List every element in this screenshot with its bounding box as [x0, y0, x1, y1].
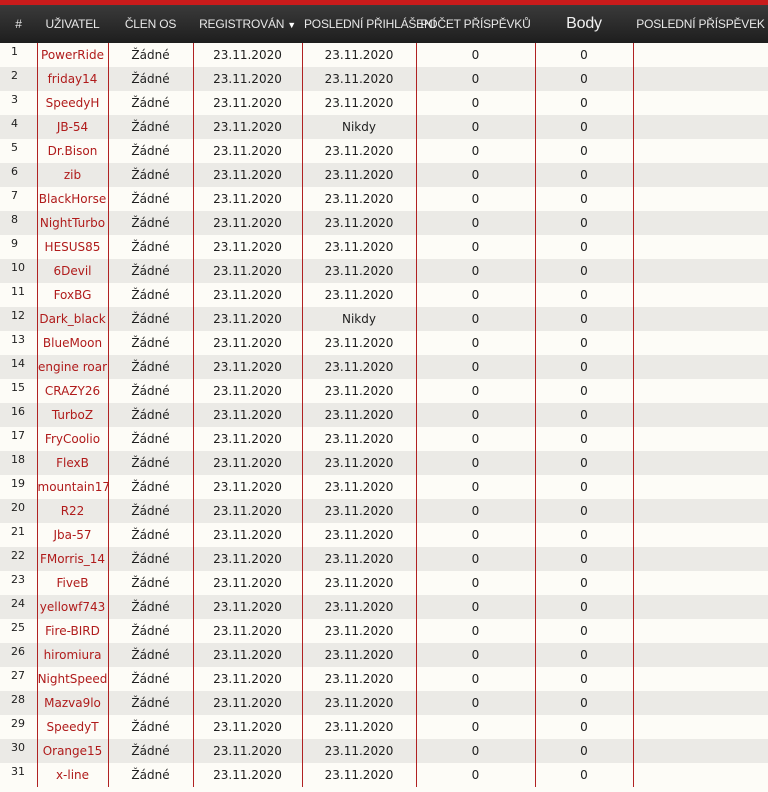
- post-count: 0: [416, 667, 535, 691]
- last-post: [633, 667, 768, 691]
- member-group: Žádné: [108, 379, 193, 403]
- points-value: 0: [535, 43, 633, 67]
- points-value: 0: [535, 67, 633, 91]
- last-login-date: 23.11.2020: [302, 715, 416, 739]
- post-count: 0: [416, 163, 535, 187]
- points-value: 0: [535, 403, 633, 427]
- points-value: 0: [535, 691, 633, 715]
- last-post: [633, 355, 768, 379]
- col-header-last-post[interactable]: POSLEDNÍ PŘÍSPĚVEK: [636, 17, 765, 31]
- row-number: 21: [11, 525, 25, 538]
- table-row: [0, 115, 768, 139]
- last-login-date: 23.11.2020: [302, 235, 416, 259]
- post-count: 0: [416, 643, 535, 667]
- last-post: [633, 571, 768, 595]
- last-login-date: 23.11.2020: [302, 139, 416, 163]
- post-count: 0: [416, 427, 535, 451]
- username-link[interactable]: Dark_black: [37, 307, 108, 331]
- post-count: 0: [416, 451, 535, 475]
- registered-date: 23.11.2020: [193, 187, 302, 211]
- member-group: Žádné: [108, 91, 193, 115]
- registered-date: 23.11.2020: [193, 667, 302, 691]
- row-number: 18: [11, 453, 25, 466]
- last-login-date: 23.11.2020: [302, 475, 416, 499]
- last-post: [633, 547, 768, 571]
- username-link[interactable]: FryCoolio: [37, 427, 108, 451]
- row-number: 10: [11, 261, 25, 274]
- table-row: [0, 163, 768, 187]
- row-number: 9: [11, 237, 18, 250]
- table-row: [0, 331, 768, 355]
- points-value: 0: [535, 211, 633, 235]
- points-value: 0: [535, 763, 633, 787]
- registered-date: 23.11.2020: [193, 715, 302, 739]
- username-link[interactable]: zib: [37, 163, 108, 187]
- registered-date: 23.11.2020: [193, 91, 302, 115]
- last-login-date: 23.11.2020: [302, 739, 416, 763]
- username-link[interactable]: Dr.Bison: [37, 139, 108, 163]
- row-number: 24: [11, 597, 25, 610]
- last-login-date: 23.11.2020: [302, 259, 416, 283]
- username-link[interactable]: FoxBG: [37, 283, 108, 307]
- row-number: 6: [11, 165, 18, 178]
- username-link[interactable]: CRAZY26: [37, 379, 108, 403]
- points-value: 0: [535, 283, 633, 307]
- last-post: [633, 643, 768, 667]
- registered-date: 23.11.2020: [193, 283, 302, 307]
- post-count: 0: [416, 43, 535, 67]
- last-login-date: 23.11.2020: [302, 283, 416, 307]
- last-login-date: 23.11.2020: [302, 427, 416, 451]
- last-post: [633, 187, 768, 211]
- last-post: [633, 595, 768, 619]
- post-count: 0: [416, 307, 535, 331]
- col-header-points[interactable]: Body: [566, 15, 602, 32]
- points-value: 0: [535, 91, 633, 115]
- post-count: 0: [416, 379, 535, 403]
- post-count: 0: [416, 403, 535, 427]
- row-number: 14: [11, 357, 25, 370]
- table-row: [0, 379, 768, 403]
- username-link[interactable]: NightTurbo: [37, 211, 108, 235]
- table-body: [0, 43, 768, 787]
- last-post: [633, 379, 768, 403]
- col-header-posts[interactable]: POČET PŘÍSPĚVKŮ: [420, 17, 531, 31]
- header-row: [0, 5, 768, 43]
- table-header: [0, 5, 768, 43]
- last-login-date: 23.11.2020: [302, 667, 416, 691]
- row-number: 13: [11, 333, 25, 346]
- registered-date: 23.11.2020: [193, 763, 302, 787]
- table-row: [0, 571, 768, 595]
- points-value: 0: [535, 187, 633, 211]
- table-row: [0, 763, 768, 787]
- row-number: 3: [11, 93, 18, 106]
- username-link[interactable]: x-line: [37, 763, 108, 787]
- last-post: [633, 91, 768, 115]
- registered-date: 23.11.2020: [193, 67, 302, 91]
- members-table: [0, 5, 768, 787]
- member-group: Žádné: [108, 547, 193, 571]
- member-group: Žádné: [108, 499, 193, 523]
- row-number: 29: [11, 717, 25, 730]
- username-link[interactable]: Jba-57: [37, 523, 108, 547]
- post-count: 0: [416, 547, 535, 571]
- username-link[interactable]: JB-54: [37, 115, 108, 139]
- registered-date: 23.11.2020: [193, 139, 302, 163]
- table-row: [0, 667, 768, 691]
- member-group: Žádné: [108, 331, 193, 355]
- member-group: Žádné: [108, 475, 193, 499]
- last-login-date: 23.11.2020: [302, 187, 416, 211]
- row-number: 30: [11, 741, 25, 754]
- last-post: [633, 163, 768, 187]
- post-count: 0: [416, 331, 535, 355]
- last-post: [633, 427, 768, 451]
- last-post: [633, 139, 768, 163]
- member-group: Žádné: [108, 235, 193, 259]
- registered-date: 23.11.2020: [193, 475, 302, 499]
- post-count: 0: [416, 763, 535, 787]
- points-value: 0: [535, 307, 633, 331]
- member-group: Žádné: [108, 43, 193, 67]
- username-link[interactable]: engine roar: [37, 355, 108, 379]
- last-login-date: 23.11.2020: [302, 403, 416, 427]
- post-count: 0: [416, 715, 535, 739]
- points-value: 0: [535, 115, 633, 139]
- col-header-user[interactable]: UŽIVATEL: [45, 17, 100, 31]
- row-number: 15: [11, 381, 25, 394]
- registered-date: 23.11.2020: [193, 403, 302, 427]
- last-login-date: 23.11.2020: [302, 763, 416, 787]
- last-post: [633, 499, 768, 523]
- table-row: [0, 259, 768, 283]
- points-value: 0: [535, 139, 633, 163]
- col-header-registered[interactable]: [193, 5, 302, 43]
- last-post: [633, 403, 768, 427]
- table-row: [0, 355, 768, 379]
- table-row: [0, 427, 768, 451]
- registered-date: 23.11.2020: [193, 643, 302, 667]
- member-group: Žádné: [108, 283, 193, 307]
- post-count: 0: [416, 571, 535, 595]
- row-number: 8: [11, 213, 18, 226]
- registered-date: 23.11.2020: [193, 571, 302, 595]
- col-header-number[interactable]: #: [15, 17, 22, 31]
- row-number: 22: [11, 549, 25, 562]
- points-value: 0: [535, 499, 633, 523]
- post-count: 0: [416, 355, 535, 379]
- last-login-date: 23.11.2020: [302, 379, 416, 403]
- points-value: 0: [535, 571, 633, 595]
- table-row: [0, 499, 768, 523]
- last-login-date: 23.11.2020: [302, 163, 416, 187]
- points-value: 0: [535, 523, 633, 547]
- registered-date: 23.11.2020: [193, 355, 302, 379]
- registered-date: 23.11.2020: [193, 427, 302, 451]
- row-number: 31: [11, 765, 25, 778]
- last-post: [633, 259, 768, 283]
- member-group: Žádné: [108, 355, 193, 379]
- username-link[interactable]: yellowf743: [37, 595, 108, 619]
- member-group: Žádné: [108, 139, 193, 163]
- last-post: [633, 523, 768, 547]
- points-value: 0: [535, 379, 633, 403]
- row-number: 28: [11, 693, 25, 706]
- row-number: 20: [11, 501, 25, 514]
- member-group: Žádné: [108, 307, 193, 331]
- member-group: Žádné: [108, 739, 193, 763]
- username-link[interactable]: SpeedyT: [37, 715, 108, 739]
- points-value: 0: [535, 667, 633, 691]
- last-login-date: 23.11.2020: [302, 451, 416, 475]
- username-link[interactable]: hiromiura: [37, 643, 108, 667]
- post-count: 0: [416, 691, 535, 715]
- points-value: 0: [535, 739, 633, 763]
- table-row: [0, 691, 768, 715]
- last-post: [633, 619, 768, 643]
- registered-date: 23.11.2020: [193, 691, 302, 715]
- table-row: [0, 283, 768, 307]
- post-count: 0: [416, 211, 535, 235]
- last-post: [633, 691, 768, 715]
- post-count: 0: [416, 187, 535, 211]
- last-post: [633, 331, 768, 355]
- post-count: 0: [416, 259, 535, 283]
- username-link[interactable]: Mazva9lo: [37, 691, 108, 715]
- post-count: 0: [416, 619, 535, 643]
- last-post: [633, 475, 768, 499]
- table-row: [0, 739, 768, 763]
- member-group: Žádné: [108, 403, 193, 427]
- member-group: Žádné: [108, 211, 193, 235]
- username-link[interactable]: friday14: [37, 67, 108, 91]
- table-row: [0, 715, 768, 739]
- table-row: [0, 211, 768, 235]
- points-value: 0: [535, 259, 633, 283]
- registered-date: 23.11.2020: [193, 211, 302, 235]
- registered-date: 23.11.2020: [193, 547, 302, 571]
- post-count: 0: [416, 595, 535, 619]
- last-login-date: 23.11.2020: [302, 91, 416, 115]
- last-login-date: 23.11.2020: [302, 211, 416, 235]
- last-login-date: 23.11.2020: [302, 523, 416, 547]
- row-number: 11: [11, 285, 25, 298]
- username-link[interactable]: Orange15: [37, 739, 108, 763]
- registered-date: 23.11.2020: [193, 163, 302, 187]
- table-row: [0, 235, 768, 259]
- member-group: Žádné: [108, 163, 193, 187]
- points-value: 0: [535, 451, 633, 475]
- row-number: 17: [11, 429, 25, 442]
- sort-desc-icon: ▼: [287, 20, 296, 30]
- member-group: Žádné: [108, 691, 193, 715]
- post-count: 0: [416, 499, 535, 523]
- last-post: [633, 739, 768, 763]
- last-post: [633, 307, 768, 331]
- username-link[interactable]: NightSpeed: [37, 667, 108, 691]
- member-group: Žádné: [108, 619, 193, 643]
- points-value: 0: [535, 547, 633, 571]
- last-post: [633, 235, 768, 259]
- post-count: 0: [416, 139, 535, 163]
- points-value: 0: [535, 475, 633, 499]
- table-row: [0, 91, 768, 115]
- username-link[interactable]: FiveB: [37, 571, 108, 595]
- username-link[interactable]: TurboZ: [37, 403, 108, 427]
- row-number: 7: [11, 189, 18, 202]
- row-number: 2: [11, 69, 18, 82]
- points-value: 0: [535, 235, 633, 259]
- member-group: Žádné: [108, 763, 193, 787]
- last-login-date: Nikdy: [302, 115, 416, 139]
- member-group: Žádné: [108, 427, 193, 451]
- member-group: Žádné: [108, 115, 193, 139]
- row-number: 1: [11, 45, 18, 58]
- col-header-registered-label: REGISTROVÁN: [199, 17, 285, 31]
- last-login-date: 23.11.2020: [302, 499, 416, 523]
- last-post: [633, 43, 768, 67]
- points-value: 0: [535, 715, 633, 739]
- member-group: Žádné: [108, 715, 193, 739]
- registered-date: 23.11.2020: [193, 331, 302, 355]
- row-number: 23: [11, 573, 25, 586]
- post-count: 0: [416, 67, 535, 91]
- last-login-date: 23.11.2020: [302, 691, 416, 715]
- member-group: Žádné: [108, 187, 193, 211]
- username-link[interactable]: mountain17: [37, 475, 108, 499]
- points-value: 0: [535, 595, 633, 619]
- last-login-date: 23.11.2020: [302, 67, 416, 91]
- last-login-date: Nikdy: [302, 307, 416, 331]
- post-count: 0: [416, 283, 535, 307]
- points-value: 0: [535, 331, 633, 355]
- col-header-member[interactable]: ČLEN OS: [124, 17, 177, 31]
- last-post: [633, 115, 768, 139]
- last-login-date: 23.11.2020: [302, 571, 416, 595]
- points-value: 0: [535, 355, 633, 379]
- registered-date: 23.11.2020: [193, 307, 302, 331]
- registered-date: 23.11.2020: [193, 739, 302, 763]
- last-login-date: 23.11.2020: [302, 355, 416, 379]
- member-group: Žádné: [108, 67, 193, 91]
- row-number: 25: [11, 621, 25, 634]
- username-link[interactable]: SpeedyH: [37, 91, 108, 115]
- table-row: [0, 139, 768, 163]
- post-count: 0: [416, 91, 535, 115]
- last-login-date: 23.11.2020: [302, 643, 416, 667]
- col-header-last-login[interactable]: POSLEDNÍ PŘIHLÁŠENÍ: [304, 17, 436, 31]
- member-group: Žádné: [108, 571, 193, 595]
- registered-date: 23.11.2020: [193, 115, 302, 139]
- registered-date: 23.11.2020: [193, 619, 302, 643]
- registered-date: 23.11.2020: [193, 235, 302, 259]
- points-value: 0: [535, 163, 633, 187]
- last-login-date: 23.11.2020: [302, 331, 416, 355]
- username-link[interactable]: BlackHorse: [37, 187, 108, 211]
- last-login-date: 23.11.2020: [302, 595, 416, 619]
- last-post: [633, 283, 768, 307]
- table-row: [0, 523, 768, 547]
- last-post: [633, 763, 768, 787]
- table-row: [0, 307, 768, 331]
- member-group: Žádné: [108, 451, 193, 475]
- member-group: Žádné: [108, 643, 193, 667]
- last-login-date: 23.11.2020: [302, 619, 416, 643]
- member-group: Žádné: [108, 259, 193, 283]
- row-number: 26: [11, 645, 25, 658]
- row-number: 5: [11, 141, 18, 154]
- last-post: [633, 211, 768, 235]
- table-row: [0, 547, 768, 571]
- last-post: [633, 715, 768, 739]
- row-number: 16: [11, 405, 25, 418]
- registered-date: 23.11.2020: [193, 523, 302, 547]
- table-row: [0, 43, 768, 67]
- registered-date: 23.11.2020: [193, 379, 302, 403]
- registered-date: 23.11.2020: [193, 451, 302, 475]
- username-link[interactable]: FlexB: [37, 451, 108, 475]
- registered-date: 23.11.2020: [193, 259, 302, 283]
- last-post: [633, 451, 768, 475]
- last-login-date: 23.11.2020: [302, 43, 416, 67]
- table-row: [0, 643, 768, 667]
- table-row: [0, 619, 768, 643]
- table-row: [0, 67, 768, 91]
- points-value: 0: [535, 427, 633, 451]
- table-row: [0, 187, 768, 211]
- registered-date: 23.11.2020: [193, 499, 302, 523]
- table-row: [0, 595, 768, 619]
- row-number: 4: [11, 117, 18, 130]
- table-row: [0, 451, 768, 475]
- username-link[interactable]: FMorris_14: [37, 547, 108, 571]
- points-value: 0: [535, 643, 633, 667]
- username-link[interactable]: HESUS85: [37, 235, 108, 259]
- post-count: 0: [416, 115, 535, 139]
- table-row: [0, 475, 768, 499]
- username-link[interactable]: PowerRide: [37, 43, 108, 67]
- username-link[interactable]: 6Devil: [37, 259, 108, 283]
- row-number: 27: [11, 669, 25, 682]
- post-count: 0: [416, 235, 535, 259]
- last-login-date: 23.11.2020: [302, 547, 416, 571]
- username-link[interactable]: R22: [37, 499, 108, 523]
- points-value: 0: [535, 619, 633, 643]
- member-group: Žádné: [108, 667, 193, 691]
- table-row: [0, 403, 768, 427]
- post-count: 0: [416, 739, 535, 763]
- registered-date: 23.11.2020: [193, 43, 302, 67]
- username-link[interactable]: BlueMoon: [37, 331, 108, 355]
- post-count: 0: [416, 475, 535, 499]
- row-number: 19: [11, 477, 25, 490]
- post-count: 0: [416, 523, 535, 547]
- last-post: [633, 67, 768, 91]
- member-group: Žádné: [108, 595, 193, 619]
- username-link[interactable]: Fire-BIRD: [37, 619, 108, 643]
- row-number: 12: [11, 309, 25, 322]
- member-group: Žádné: [108, 523, 193, 547]
- registered-date: 23.11.2020: [193, 595, 302, 619]
